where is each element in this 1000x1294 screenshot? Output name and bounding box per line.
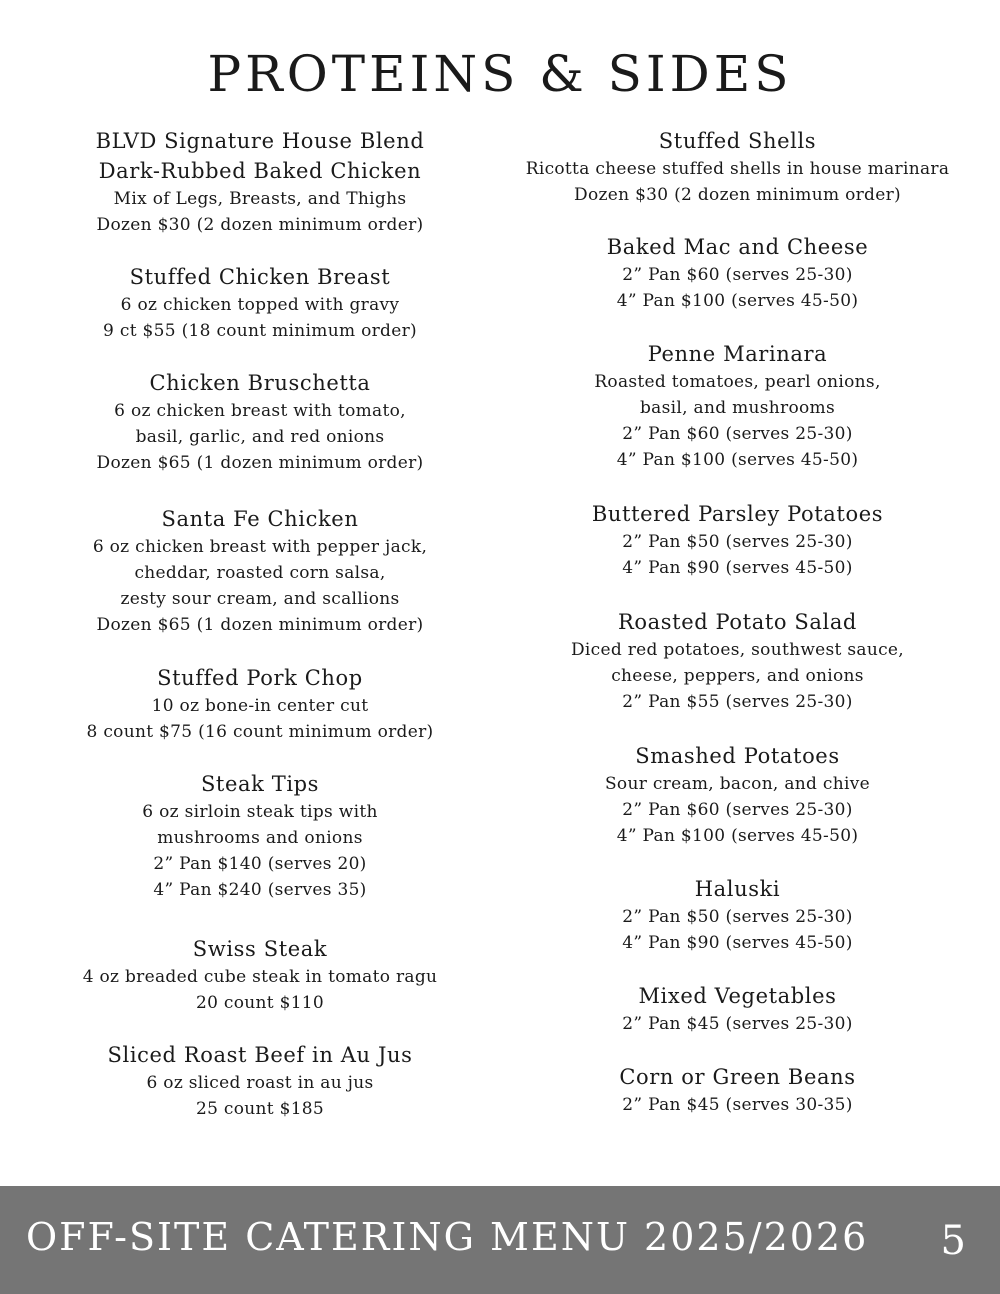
item-name: Swiss Steak <box>192 937 328 961</box>
item-detail: Roasted tomatoes, pearl onions, <box>594 372 881 392</box>
menu-item-baked-mac-and-cheese <box>515 232 960 314</box>
item-detail: Sour cream, bacon, and chive <box>604 774 870 794</box>
item-name: Stuffed Pork Chop <box>157 666 363 690</box>
item-name: Baked Mac and Cheese <box>606 235 869 259</box>
menu-item-buttered-parsley-potatoes <box>515 499 960 581</box>
item-name: Dark-Rubbed Baked Chicken <box>98 159 422 183</box>
item-detail: basil, garlic, and red onions <box>135 427 385 447</box>
item-detail: 2” Pan $60 (serves 25-30) <box>622 424 853 444</box>
menu-item-stuffed-chicken-breast <box>40 262 480 344</box>
menu-item-smashed-potatoes <box>515 741 960 849</box>
item-detail: 2” Pan $45 (serves 30-35) <box>622 1095 853 1115</box>
menu-item-blvd-signature-house-blend-dark-rubbed-baked-chicken <box>40 126 480 238</box>
item-detail: 4” Pan $100 (serves 45-50) <box>616 291 859 311</box>
item-name: Buttered Parsley Potatoes <box>591 502 884 526</box>
item-name: Sliced Roast Beef in Au Jus <box>107 1043 413 1067</box>
item-detail: Ricotta cheese stuffed shells in house marinara <box>525 159 950 179</box>
menu-item-corn-or-green-beans <box>515 1062 960 1118</box>
item-detail: 2” Pan $60 (serves 25-30) <box>622 265 853 285</box>
item-detail: 8 count $75 (16 count minimum order) <box>86 722 434 742</box>
item-detail: 2” Pan $140 (serves 20) <box>153 854 367 874</box>
menu-item-santa-fe-chicken <box>40 504 480 638</box>
item-detail: 4” Pan $100 (serves 45-50) <box>616 826 859 846</box>
menu-item-steak-tips <box>40 769 480 903</box>
item-detail: mushrooms and onions <box>157 828 363 848</box>
item-detail: Dozen $30 (2 dozen minimum order) <box>96 215 424 235</box>
page-number: 5 <box>940 1218 966 1264</box>
item-detail: 6 oz chicken breast with pepper jack, <box>92 537 428 557</box>
menu-item-mixed-vegetables <box>515 981 960 1037</box>
menu-item-sliced-roast-beef-in-au-jus <box>40 1040 480 1122</box>
item-detail: 9 ct $55 (18 count minimum order) <box>103 321 417 341</box>
item-detail: 10 oz bone-in center cut <box>151 696 369 716</box>
item-detail: Mix of Legs, Breasts, and Thighs <box>113 189 407 209</box>
item-detail: 6 oz sirloin steak tips with <box>142 802 378 822</box>
item-name: Steak Tips <box>200 772 320 796</box>
item-detail: 4” Pan $90 (serves 45-50) <box>622 558 853 578</box>
menu-item-penne-marinara <box>515 339 960 473</box>
menu-item-chicken-bruschetta <box>40 368 480 476</box>
item-name: Haluski <box>694 877 781 901</box>
item-detail: cheese, peppers, and onions <box>611 666 864 686</box>
item-detail: zesty sour cream, and scallions <box>120 589 400 609</box>
item-detail: 4” Pan $100 (serves 45-50) <box>616 450 859 470</box>
menu-item-stuffed-shells <box>515 126 960 208</box>
item-name: Roasted Potato Salad <box>618 610 857 634</box>
item-detail: 2” Pan $45 (serves 25-30) <box>622 1014 853 1034</box>
footer-bar <box>0 1186 1000 1294</box>
menu-item-swiss-steak <box>40 934 480 1016</box>
right-menu-column <box>515 126 960 1118</box>
item-name: Stuffed Chicken Breast <box>129 265 391 289</box>
footer-title: OFF-SITE CATERING MENU 2025/2026 <box>26 1215 869 1259</box>
menu-item-stuffed-pork-chop <box>40 663 480 745</box>
item-detail: 4 oz breaded cube steak in tomato ragu <box>82 967 438 987</box>
item-detail: Dozen $30 (2 dozen minimum order) <box>574 185 901 205</box>
item-detail: basil, and mushrooms <box>640 398 835 418</box>
item-name: Chicken Bruschetta <box>149 371 371 395</box>
item-name: Penne Marinara <box>647 342 828 366</box>
item-detail: Diced red potatoes, southwest sauce, <box>570 640 904 660</box>
item-name: Corn or Green Beans <box>619 1065 856 1089</box>
item-name: Stuffed Shells <box>658 129 817 153</box>
item-detail: Dozen $65 (1 dozen minimum order) <box>96 453 424 473</box>
item-detail: 4” Pan $240 (serves 35) <box>153 880 367 900</box>
item-detail: 25 count $185 <box>195 1099 325 1119</box>
item-name: Mixed Vegetables <box>638 984 837 1008</box>
item-detail: 2” Pan $50 (serves 25-30) <box>622 907 853 927</box>
left-menu-column <box>40 126 480 1122</box>
item-detail: 6 oz sliced roast in au jus <box>146 1073 374 1093</box>
item-name: BLVD Signature House Blend <box>95 129 425 153</box>
item-detail: cheddar, roasted corn salsa, <box>134 563 386 583</box>
item-detail: 2” Pan $60 (serves 25-30) <box>622 800 853 820</box>
menu-item-roasted-potato-salad <box>515 607 960 715</box>
menu-item-haluski <box>515 874 960 956</box>
item-detail: Dozen $65 (1 dozen minimum order) <box>96 615 424 635</box>
item-name: Smashed Potatoes <box>635 744 840 768</box>
item-name: Santa Fe Chicken <box>161 507 359 531</box>
item-detail: 6 oz chicken topped with gravy <box>120 295 400 315</box>
item-detail: 6 oz chicken breast with tomato, <box>114 401 406 421</box>
item-detail: 2” Pan $55 (serves 25-30) <box>622 692 853 712</box>
item-detail: 20 count $110 <box>195 993 325 1013</box>
item-detail: 4” Pan $90 (serves 45-50) <box>622 933 853 953</box>
item-detail: 2” Pan $50 (serves 25-30) <box>622 532 853 552</box>
page-title: PROTEINS & SIDES <box>207 45 793 103</box>
